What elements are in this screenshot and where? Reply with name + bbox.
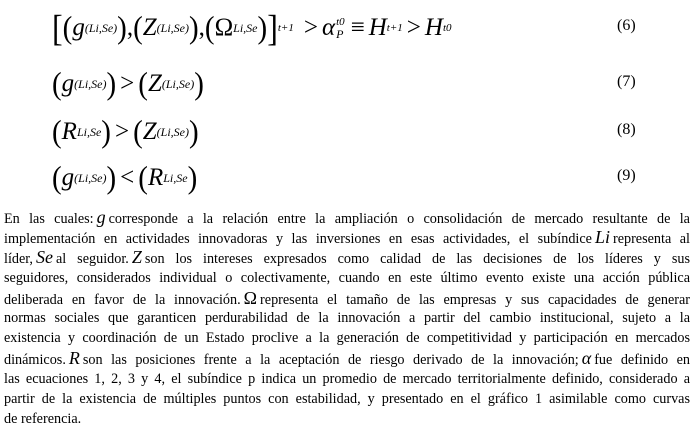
right-bracket: ] xyxy=(267,7,278,49)
symbol-h: H xyxy=(368,14,387,41)
equation-8 xyxy=(0,112,695,152)
paragraph-line: normas sociales que garanticen perdurabilidad de la innovación a partir del cambio institucional, sujeto a la xyxy=(4,309,690,326)
body-paragraph xyxy=(4,207,690,429)
paragraph-line: dinámicos. R son las posiciones frente a la aceptación de riesgo derivado de la innovación; α fue definido en xyxy=(4,348,690,369)
symbol-omega: Ω xyxy=(214,14,234,41)
paragraph-line: existencia y coordinación de un Estado proclive a la generación de competitividad y participación en mercados xyxy=(4,330,690,347)
symbol-z: Z xyxy=(142,14,157,41)
equation-6-formula: [ ( g (Li,Se) ) , ( Z (Li,Se) ) , ( Ω Li,Se ) ] t+1 > α t0 P ≡ H t+1 > H t0 xyxy=(52,7,452,49)
paragraph-line: implementación en actividades innovadoras y las inversiones en esas actividades, el subíndice Li representa al xyxy=(4,227,690,248)
equation-9 xyxy=(0,158,695,198)
equation-7 xyxy=(0,64,695,104)
paragraph-line: En las cuales: g corresponde a la relación entre la ampliación o consolidación de mercado resultante de la xyxy=(4,207,690,227)
equation-6 xyxy=(0,8,695,48)
paragraph-line: partir de la existencia de múltiples puntos con estabilidad, y presentado en el gráfico 1 asimilable como curvas xyxy=(4,390,690,407)
paragraph-line: líder, Se al seguidor. Z son los intereses expresados como calidad de las decisiones de los líderes y sus xyxy=(4,247,690,268)
symbol-g: g xyxy=(72,14,85,41)
left-bracket: [ xyxy=(52,7,63,49)
equation-number: (7) xyxy=(617,73,636,90)
equation-9-formula: ( g (Li,Se) ) < ( R Li,Se ) xyxy=(52,159,198,196)
equation-number: (6) xyxy=(617,17,636,34)
paragraph-line: de referencia. xyxy=(4,410,82,427)
equation-number: (8) xyxy=(617,121,636,138)
symbol-alpha: α xyxy=(321,14,336,41)
paragraph-line: seguidores, considerados individual o colectivamente, cuando en este último evento existe una acción pública xyxy=(4,269,690,286)
paragraph-line: las ecuaciones 1, 2, 3 y 4, el subíndice p indica un promedio de mercado territorialmente definido, considerado a xyxy=(4,370,690,387)
paren-open: ( xyxy=(62,9,73,46)
equation-number: (9) xyxy=(617,167,636,184)
equation-8-formula: ( R Li,Se ) > ( Z (Li,Se) ) xyxy=(52,113,199,150)
equation-7-formula: ( g (Li,Se) ) > ( Z (Li,Se) ) xyxy=(52,65,204,102)
paragraph-line: deliberada en favor de la innovación. Ω representa el tamaño de las empresas y sus capacidades de generar xyxy=(4,287,690,308)
